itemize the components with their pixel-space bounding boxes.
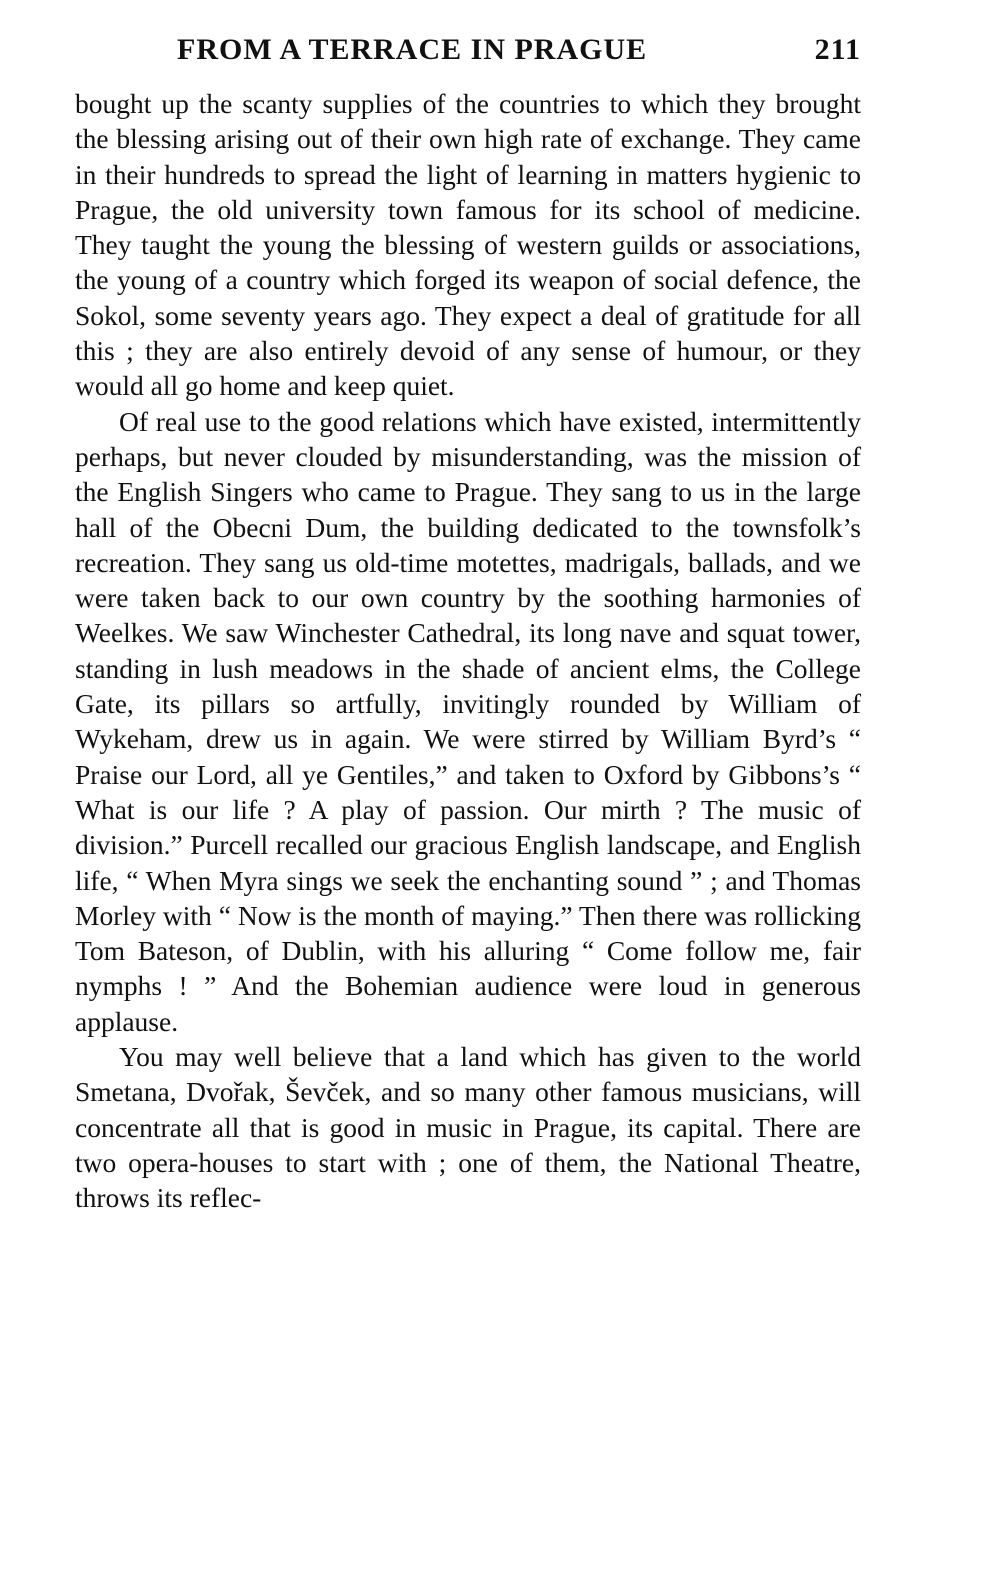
paragraph-prague-music: You may well believe that a land which has given to the world Smetana, Dvořak, Ševček, and so many other famous musicians, will concentrate all that is good in music in Prague, its capital. There are two opera-houses to start with ; one of them, the National Theatre, throws its reflec- bbox=[75, 1041, 861, 1214]
running-header bbox=[75, 28, 861, 72]
running-title: FROM A TERRACE IN PRAGUE bbox=[177, 33, 648, 66]
paragraph-continued: bought up the scanty supplies of the countries to which they brought the blessing arising out of their own high rate of exchange. They came in their hundreds to spread the light of learning in matters hygienic to Prague, the old university town famous for its school of medicine. They taught the young the blessing of western guilds or associations, the young of a country which forged its weapon of social defence, the Sokol, some seventy years ago. They expect a deal of gratitude for all this ; they are also entirely devoid of any sense of humour, or they would all go home and keep quiet. bbox=[75, 88, 861, 402]
page-number: 211 bbox=[814, 33, 861, 66]
paragraph-english-singers: Of real use to the good relations which have existed, intermittently perhaps, but never clouded by misunderstanding, was the mission of the English Singers who came to Prague. They sang to us in the large hall of the Obecni Dum, the building dedicated to the townsfolk’s recreation. They sang us old-time motettes, madrigals, ballads, and we were taken back to our own country by the soothing harmonies of Weelkes. We saw Winchester Cathedral, its long nave and squat tower, standing in lush meadows in the shade of ancient elms, the College Gate, its pillars so artfully, invitingly rounded by William of Wykeham, drew us in again. We were stirred by William Byrd’s “ Praise our Lord, all ye Gentiles,” and taken to Oxford by Gibbons’s “ What is our life ? A play of passion. Our mirth ? The music of division.” Purcell recalled our gracious English landscape, and English life, “ When Myra sings we seek the enchanting sound ” ; and Thomas Morley with “ Now is the month of maying.” Then there was rollicking Tom Bateson, of Dublin, with his alluring “ Come follow me, fair nymphs ! ” And the Bohemian audience were loud in generous applause. bbox=[75, 405, 861, 1037]
body-text bbox=[75, 86, 861, 1216]
book-page bbox=[75, 28, 861, 1216]
